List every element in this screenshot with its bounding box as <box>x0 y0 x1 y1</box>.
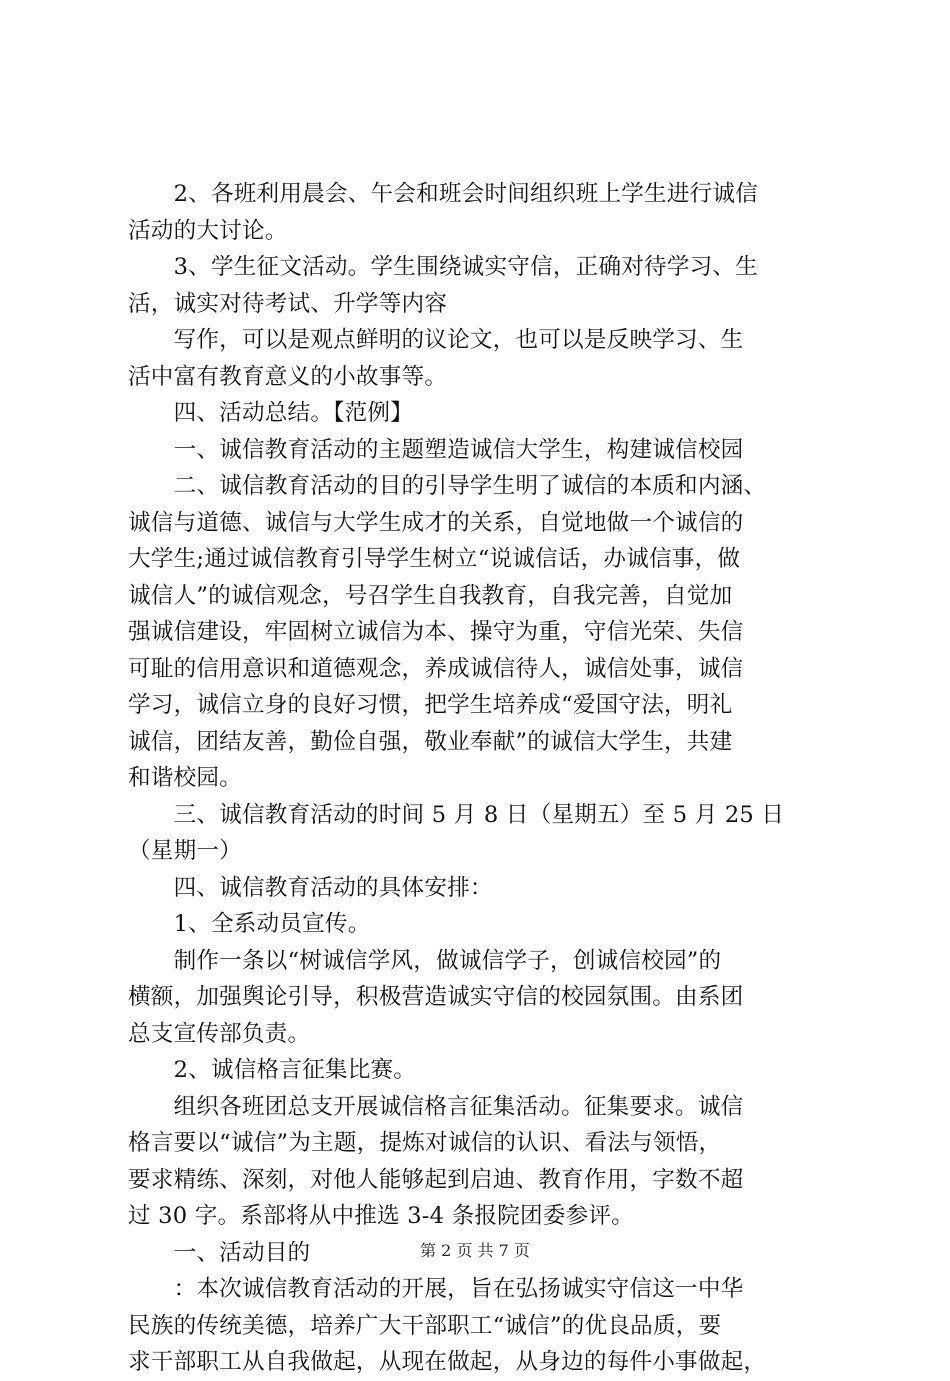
text-line: 格言要以“诚信”为主题，提炼对诚信的认识、看法与领悟， <box>128 1130 722 1156</box>
text-line: （星期一） <box>128 838 242 864</box>
text-line: 3、学生征文活动。学生围绕诚实守信，正确对待学习、生 <box>128 254 759 280</box>
text-line: 制作一条以“树诚信学风，做诚信学子，创诚信校园”的 <box>128 947 722 974</box>
text-line: 一、诚信教育活动的主题塑造诚信大学生，构建诚信校园 <box>128 436 744 463</box>
text-line: 三、诚信教育活动的时间 5 月 8 日（星期五）至 5 月 25 日 <box>128 801 785 828</box>
text-line: 学习，诚信立身的良好习惯，把学生培养成“爱国守法，明礼 <box>128 692 733 718</box>
text-line: 横额，加强舆论引导，积极营造诚实守信的校园氛围。由系团 <box>128 984 744 1010</box>
text-line: 四、活动总结。【范例】 <box>128 400 414 426</box>
text-line: ：本次诚信教育活动的开展，旨在弘扬诚实守信这一中华 <box>128 1276 744 1302</box>
document-body <box>128 176 828 1381</box>
text-line: 可耻的信用意识和道德观念，养成诚信待人，诚信处事，诚信 <box>128 655 744 682</box>
text-line: 诚信与道德、诚信与大学生成才的关系，自觉地做一个诚信的 <box>128 509 744 536</box>
text-line: 诚信，团结友善，勤俭自强，敬业奉献”的诚信大学生，共建 <box>128 728 733 755</box>
text-line: 四、诚信教育活动的具体安排： <box>128 874 493 901</box>
text-line: 组织各班团总支开展诚信格言征集活动。征集要求。诚信 <box>128 1093 744 1120</box>
text-line: 诚信人”的诚信观念，号召学生自我教育，自我完善，自觉加 <box>128 582 733 609</box>
text-line: 求干部职工从自我做起，从现在做起，从身边的每件小事做起， <box>128 1349 767 1375</box>
text-line: 一、活动目的 <box>128 1239 311 1266</box>
text-line: 活，诚实对待考试、升学等内容 <box>128 290 448 317</box>
page-number-footer: 第 2 页 共 7 页 <box>420 1241 530 1260</box>
text-line: 大学生;通过诚信教育引导学生树立“说诚信话，办诚信事，做 <box>128 546 741 572</box>
text-line: 和谐校园。 <box>128 765 242 791</box>
text-line: 2、各班利用晨会、午会和班会时间组织班上学生进行诚信 <box>128 181 759 207</box>
text-line: 二、诚信教育活动的目的引导学生明了诚信的本质和内涵、 <box>128 473 767 499</box>
text-line: 总支宣传部负责。 <box>128 1020 311 1047</box>
text-line: 民族的传统美德，培养广大干部职工“诚信”的优良品质，要 <box>128 1312 722 1339</box>
text-line: 活动的大讨论。 <box>128 217 288 244</box>
text-line: 过 30 字。系部将从中推选 3-4 条报院团委参评。 <box>128 1203 634 1229</box>
text-line: 强诚信建设，牢固树立诚信为本、操守为重，守信光荣、失信 <box>128 619 744 645</box>
text-line: 要求精练、深刻，对他人能够起到启迪、教育作用，字数不超 <box>128 1166 744 1193</box>
text-line: 写作，可以是观点鲜明的议论文，也可以是反映学习、生 <box>128 327 744 353</box>
text-line: 活中富有教育意义的小故事等。 <box>128 363 448 390</box>
text-line: 1、全系动员宣传。 <box>128 911 371 937</box>
text-line: 2、诚信格言征集比赛。 <box>128 1057 417 1083</box>
